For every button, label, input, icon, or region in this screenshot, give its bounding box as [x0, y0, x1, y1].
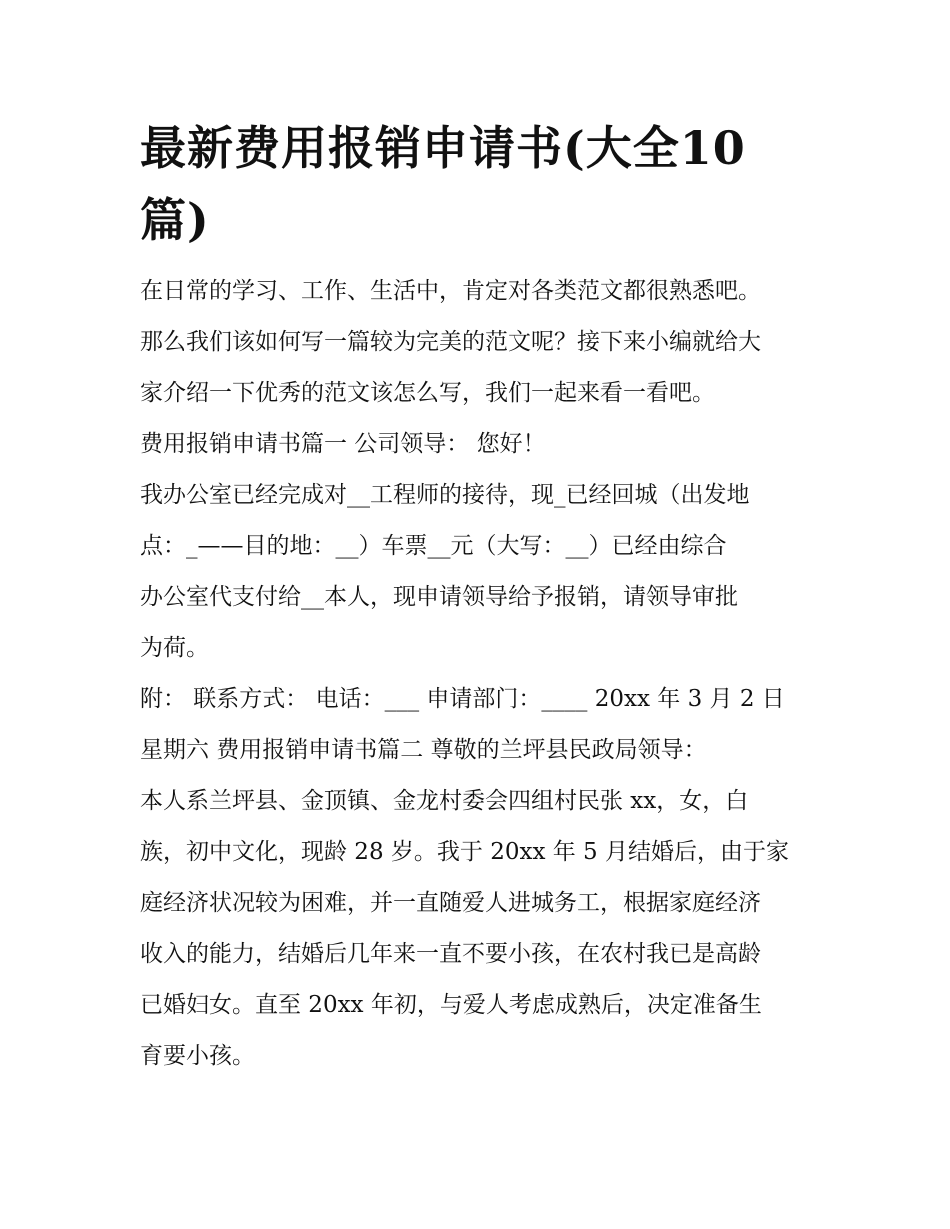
text-line-16: 育要小孩。 — [140, 1043, 255, 1069]
text-line-9: 附： 联系方式： 电话：___ 申请部门：____ 20xx 年 3 月 2 日 — [140, 686, 785, 712]
text-line-13: 庭经济状况较为困难，并一直随爱人进城务工，根据家庭经济 — [140, 890, 761, 916]
title-line-2: 篇) — [140, 193, 210, 247]
text-line-4: 费用报销申请书篇一 公司领导： 您好！ — [140, 431, 546, 457]
text-line-15: 已婚妇女。直至 20xx 年初，与爱人考虑成熟后，决定准备生 — [140, 992, 762, 1018]
text-line-5: 我办公室已经完成对__工程师的接待，现_已经回城（出发地 — [140, 482, 750, 508]
text-line-6: 点：_——目的地：__）车票__元（大写：__）已经由综合 — [140, 533, 727, 559]
title-line-1: 最新费用报销申请书(大全10 — [140, 121, 746, 175]
text-line-12: 族，初中文化，现龄 28 岁。我于 20xx 年 5 月结婚后，由于家 — [140, 839, 789, 865]
document-content — [140, 112, 815, 1082]
text-line-7: 办公室代支付给__本人，现申请领导给予报销，请领导审批 — [140, 584, 738, 610]
text-line-10: 星期六 费用报销申请书篇二 尊敬的兰坪县民政局领导： — [140, 737, 707, 763]
text-line-8: 为荷。 — [140, 635, 209, 661]
document-title — [140, 112, 815, 256]
text-line-14: 收入的能力，结婚后几年来一直不要小孩，在农村我已是高龄 — [140, 941, 761, 967]
text-line-1: 在日常的学习、工作、生活中，肯定对各类范文都很熟悉吧。 — [140, 278, 761, 304]
text-line-2: 那么我们该如何写一篇较为完美的范文呢？接下来小编就给大 — [140, 329, 761, 355]
text-line-3: 家介绍一下优秀的范文该怎么写，我们一起来看一看吧。 — [140, 380, 715, 406]
text-line-11: 本人系兰坪县、金顶镇、金龙村委会四组村民张 xx，女，白 — [140, 788, 749, 814]
